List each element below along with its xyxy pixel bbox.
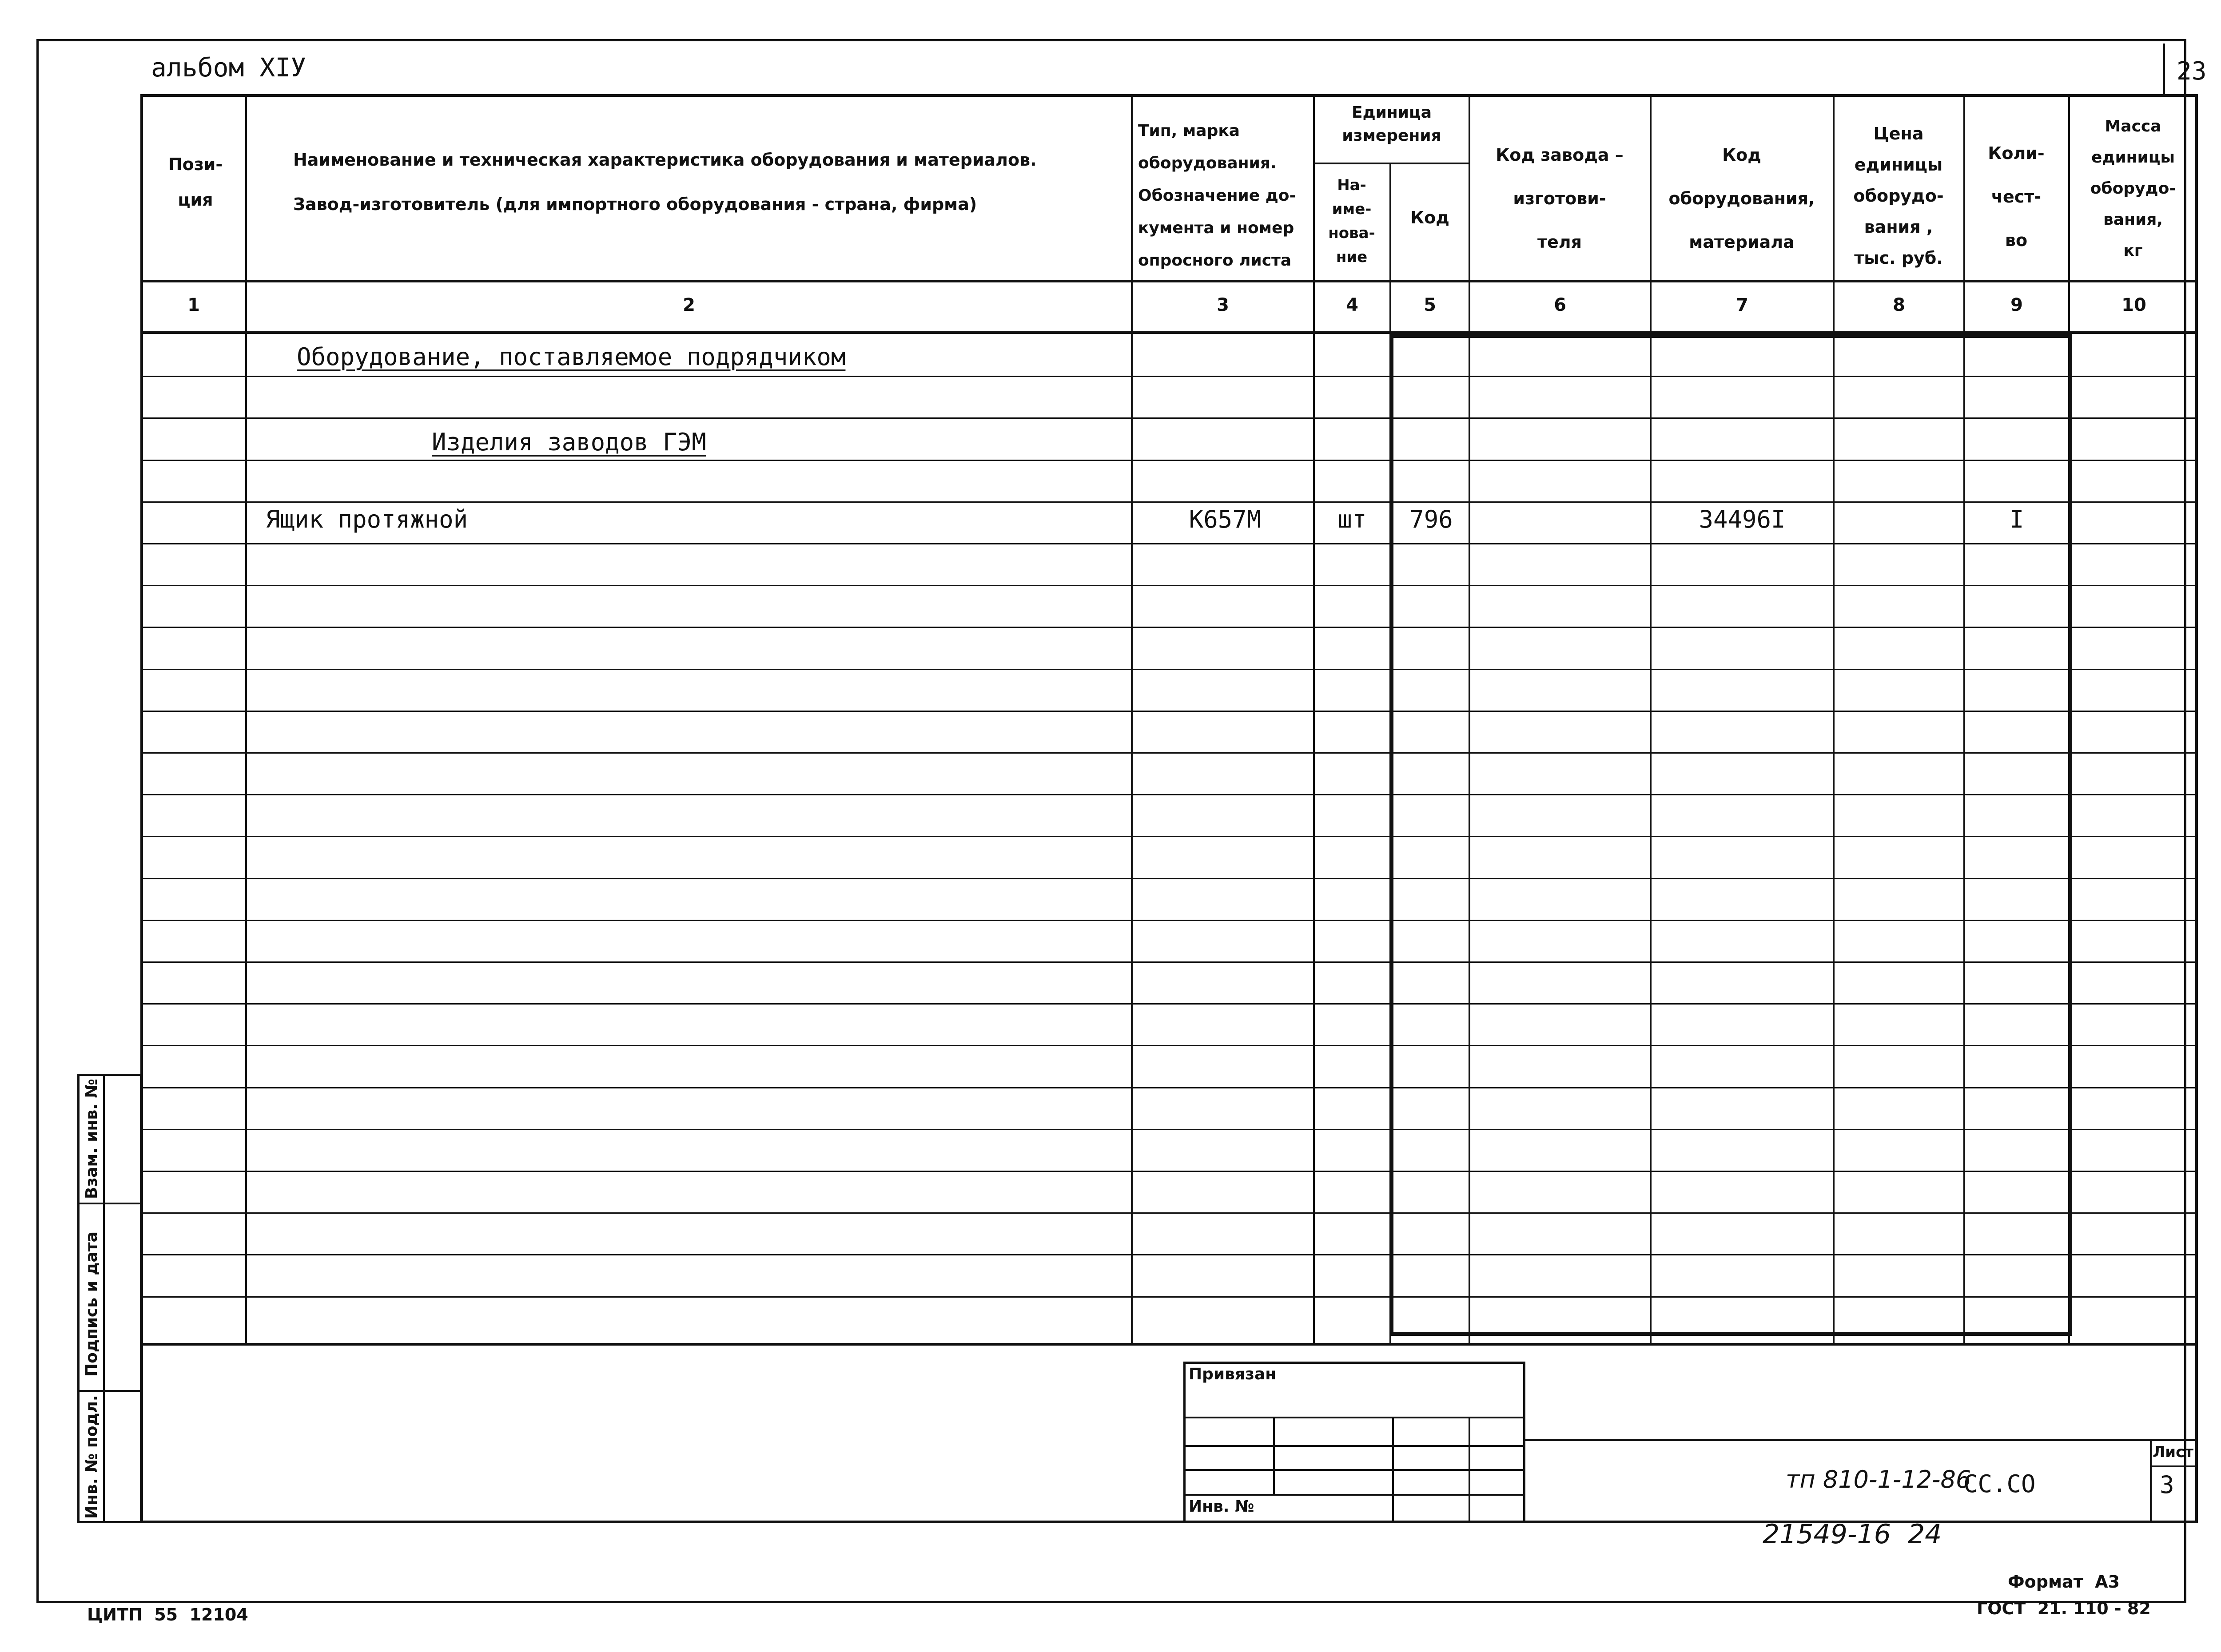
header-quantity: Коли- чест- во: [1988, 143, 2045, 250]
handwritten-number: 21549-16 24: [1763, 1519, 1942, 1550]
album-label: альбом XIУ: [151, 52, 306, 83]
row-line: [140, 1171, 2198, 1172]
row-line: [140, 920, 2198, 921]
sheet-number: 3: [2160, 1471, 2174, 1499]
unit-group-line: [1313, 163, 1469, 164]
header-line: [140, 280, 2198, 282]
side-stamp-inv: Инв. № подл.: [83, 1395, 101, 1519]
col-number: 1: [187, 295, 200, 315]
col-number: 6: [1554, 295, 1566, 315]
col-number: 10: [2121, 295, 2146, 315]
side-stamp-line: [77, 1390, 142, 1392]
row-line: [140, 669, 2198, 670]
sheet-label: Лист: [2153, 1443, 2193, 1461]
col-number: 5: [1424, 295, 1436, 315]
header-factory-code: Код завода – изготови- теля: [1496, 145, 1624, 252]
document-designation: тп 810-1-12-86: [1786, 1465, 1971, 1493]
row-line: [140, 1003, 2198, 1005]
footer-gost: ГОСТ 21. 110 - 82: [1977, 1599, 2151, 1618]
section-heading-contractor: Оборудование, поставляемое подрядчиком: [297, 343, 846, 371]
section-heading-gem: Изделия заводов ГЭМ: [432, 428, 706, 456]
col-number: 4: [1346, 295, 1358, 315]
row-line: [140, 836, 2198, 837]
row-line: [140, 794, 2198, 795]
header-equip-code: Код оборудования, материала: [1668, 145, 1815, 252]
row-line: [140, 961, 2198, 963]
table-row-unit: шт: [1337, 505, 1367, 533]
col-number: 3: [1217, 295, 1229, 315]
header-unit-group: Единица измерения: [1342, 103, 1441, 145]
side-stamp-vzam: Взам. инв. №: [83, 1079, 101, 1199]
row-line: [140, 711, 2198, 712]
document-code: СС.СО: [1963, 1470, 2036, 1498]
privyazan-line: [1183, 1417, 1525, 1418]
col-number: 7: [1736, 295, 1748, 315]
privyazan-line: [1183, 1494, 1525, 1496]
row-line: [140, 543, 2198, 544]
side-stamp-podpis: Подпись и дата: [83, 1231, 101, 1377]
col-line-2: [1131, 94, 1133, 1346]
header-type: Тип, марка оборудования. Обозначение до- кумента и номер опросного листа: [1138, 122, 1296, 270]
table-row-type: К657М: [1189, 505, 1262, 533]
header-unit-code: Код: [1410, 208, 1449, 227]
row-line: [140, 585, 2198, 586]
bold-region: [1389, 334, 2072, 1336]
row-line: [140, 1254, 2198, 1255]
privyazan-col: [1469, 1417, 1470, 1523]
row-line: [140, 1129, 2198, 1130]
side-stamp-line: [77, 1203, 142, 1204]
privyazan-line: [1183, 1469, 1525, 1471]
privyazan-col: [1273, 1417, 1275, 1494]
privyazan-line: [1183, 1445, 1525, 1447]
table-row-unit-code: 796: [1409, 505, 1453, 533]
footer-format: Формат А3: [2008, 1572, 2120, 1592]
title-area: [140, 1346, 2198, 1523]
col-line-3: [1313, 94, 1315, 1346]
col-number: 2: [683, 295, 695, 315]
header-price: Цена единицы оборудо- вания , тыс. руб.: [1853, 124, 1944, 268]
col-number: 8: [1893, 295, 1905, 315]
inv-no-label: Инв. №: [1189, 1497, 1254, 1516]
row-line: [140, 1296, 2198, 1298]
row-line: [140, 1087, 2198, 1088]
sheet-box-divider: [2150, 1439, 2152, 1523]
col-line-1: [245, 94, 247, 1346]
header-name: Наименование и техническая характеристика оборудования и материалов. Завод-изготовитель (для импортного оборудования - страна, фирма): [293, 150, 1037, 214]
designation-top-line: [1525, 1439, 2198, 1441]
page-number-box: [2163, 44, 2165, 97]
header-unit-name: На- име- нова- ние: [1328, 176, 1375, 266]
table-row-equip-code: 34496I: [1699, 505, 1786, 533]
row-line: [140, 878, 2198, 879]
row-line: [140, 1045, 2198, 1046]
table-row-name: Ящик протяжной: [266, 505, 468, 533]
footer-left-code: ЦИТП 55 12104: [87, 1605, 248, 1624]
row-line: [140, 627, 2198, 628]
table-row-qty: I: [2009, 505, 2024, 533]
privyazan-label: Привязан: [1189, 1365, 1277, 1383]
side-stamp-divider: [103, 1074, 105, 1523]
page-number: 23: [2177, 57, 2207, 86]
header-mass: Масса единицы оборудо- вания, кг: [2090, 117, 2176, 260]
sheet-box-line: [2150, 1465, 2198, 1467]
row-line: [140, 417, 2198, 419]
row-line: [140, 1212, 2198, 1214]
row-line: [140, 752, 2198, 754]
header-position: Пози- ция: [168, 155, 223, 210]
col-number: 9: [2010, 295, 2023, 315]
privyazan-col: [1392, 1417, 1394, 1523]
